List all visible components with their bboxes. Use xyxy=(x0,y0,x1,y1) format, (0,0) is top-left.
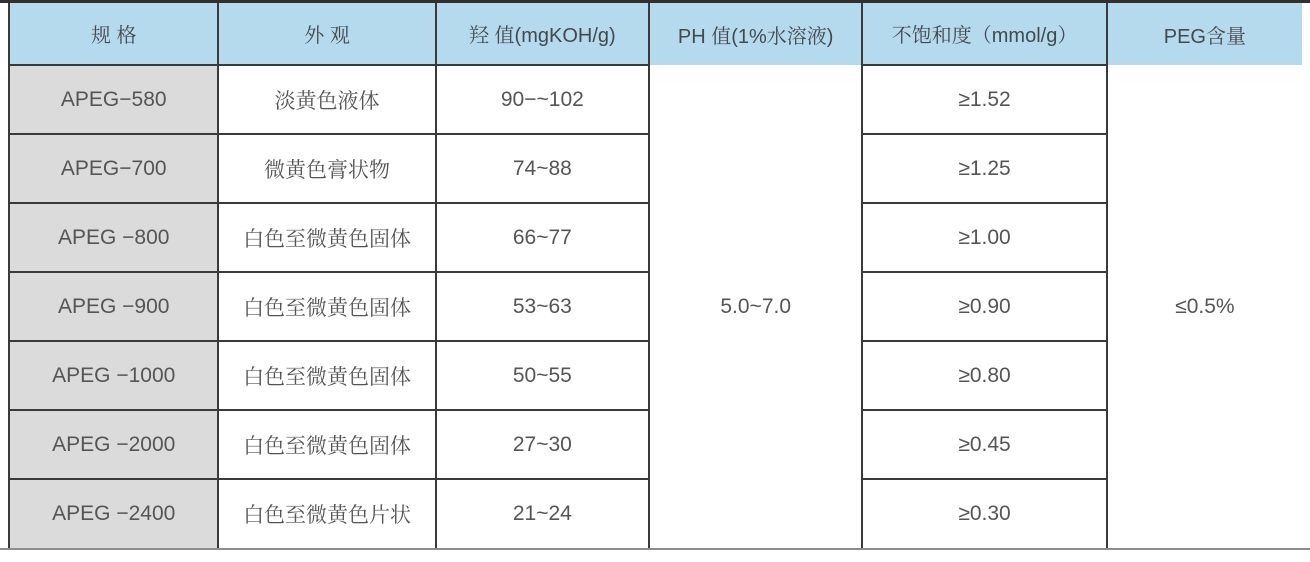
header-hydroxyl: 羟 值(mgKOH/g) xyxy=(436,3,649,65)
header-unsaturation: 不饱和度（mmol/g） xyxy=(862,3,1106,65)
unsaturation-cell: ≥1.25 xyxy=(862,134,1106,203)
spec-cell: APEG −1000 xyxy=(9,341,218,410)
header-appearance: 外 观 xyxy=(218,3,435,65)
unsaturation-cell: ≥1.52 xyxy=(862,65,1106,134)
header-spec: 规 格 xyxy=(9,3,218,65)
appearance-cell: 微黄色膏状物 xyxy=(218,134,435,203)
apeg-spec-table xyxy=(8,3,1302,548)
unsaturation-cell: ≥1.00 xyxy=(862,203,1106,272)
hydroxyl-cell: 66~77 xyxy=(436,203,649,272)
spec-cell: APEG −900 xyxy=(9,272,218,341)
unsaturation-cell: ≥0.90 xyxy=(862,272,1106,341)
unsaturation-cell: ≥0.45 xyxy=(862,410,1106,479)
hydroxyl-cell: 90−~102 xyxy=(436,65,649,134)
table-row xyxy=(9,65,1302,134)
peg-merged-cell: ≤0.5% xyxy=(1107,65,1302,548)
unsaturation-cell: ≥0.30 xyxy=(862,479,1106,548)
hydroxyl-cell: 50~55 xyxy=(436,341,649,410)
header-peg: PEG含量 xyxy=(1107,3,1302,65)
hydroxyl-cell: 53~63 xyxy=(436,272,649,341)
unsaturation-cell: ≥0.80 xyxy=(862,341,1106,410)
header-ph: PH 值(1%水溶液) xyxy=(649,3,862,65)
appearance-cell: 白色至微黄色固体 xyxy=(218,341,435,410)
hydroxyl-cell: 74~88 xyxy=(436,134,649,203)
spec-cell: APEG−700 xyxy=(9,134,218,203)
appearance-cell: 淡黄色液体 xyxy=(218,65,435,134)
spec-cell: APEG −2400 xyxy=(9,479,218,548)
appearance-cell: 白色至微黄色片状 xyxy=(218,479,435,548)
ph-merged-cell: 5.0~7.0 xyxy=(649,65,862,548)
hydroxyl-cell: 27~30 xyxy=(436,410,649,479)
spec-cell: APEG −2000 xyxy=(9,410,218,479)
appearance-cell: 白色至微黄色固体 xyxy=(218,410,435,479)
table-header-row xyxy=(9,3,1302,65)
spec-cell: APEG −800 xyxy=(9,203,218,272)
appearance-cell: 白色至微黄色固体 xyxy=(218,272,435,341)
appearance-cell: 白色至微黄色固体 xyxy=(218,203,435,272)
spec-cell: APEG−580 xyxy=(9,65,218,134)
hydroxyl-cell: 21~24 xyxy=(436,479,649,548)
